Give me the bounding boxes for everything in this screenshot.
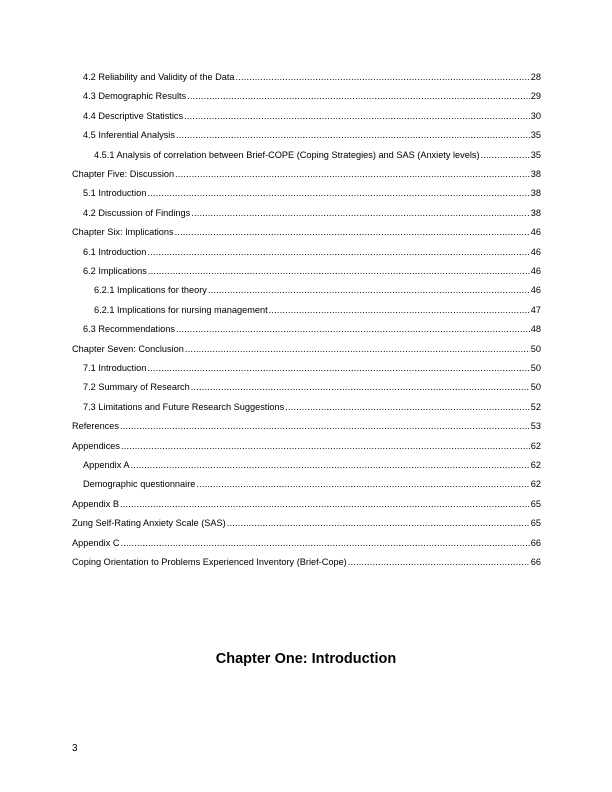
toc-leader-dots — [196, 478, 529, 490]
toc-leader-dots — [236, 71, 530, 83]
toc-entry[interactable] — [72, 496, 541, 510]
toc-entry-page: 65 — [530, 518, 541, 529]
toc-entry-title: 5.1 Introduction — [83, 188, 147, 199]
toc-entry-page: 46 — [530, 266, 541, 276]
toc-entry-page: 29 — [530, 91, 541, 102]
toc-entry[interactable] — [83, 379, 541, 393]
toc-entry-title: 4.2 Discussion of Findings — [83, 207, 191, 218]
toc-entry-page: 30 — [530, 110, 541, 121]
toc-entry-title: 7.1 Introduction — [83, 363, 147, 373]
toc-entry[interactable] — [83, 321, 541, 335]
toc-entry-page: 50 — [530, 363, 541, 373]
toc-leader-dots — [227, 517, 530, 529]
toc-leader-dots — [148, 265, 530, 277]
toc-leader-dots — [130, 459, 529, 471]
toc-entry-page: 66 — [530, 557, 541, 567]
toc-entry[interactable] — [72, 166, 541, 180]
toc-entry-page: 62 — [530, 479, 541, 490]
toc-leader-dots — [187, 90, 530, 102]
toc-entry[interactable] — [94, 147, 541, 161]
toc-entry-page: 48 — [530, 324, 541, 335]
toc-entry-page: 46 — [530, 227, 541, 238]
toc-entry[interactable] — [72, 341, 541, 355]
toc-entry-title: 4.3 Demographic Results — [83, 91, 187, 102]
toc-entry-page: 46 — [530, 285, 541, 296]
toc-entry-title: Chapter Five: Discussion — [72, 169, 175, 179]
toc-entry[interactable] — [72, 418, 541, 432]
toc-entry[interactable] — [83, 108, 541, 122]
toc-entry-page: 47 — [530, 304, 541, 315]
toc-entry-title: 6.2.1 Implications for nursing management — [94, 304, 268, 315]
toc-leader-dots — [121, 440, 530, 452]
toc-entry-page: 62 — [530, 440, 541, 451]
toc-entry[interactable] — [72, 438, 541, 452]
toc-entry-title: 6.1 Introduction — [83, 246, 147, 257]
toc-leader-dots — [175, 226, 530, 238]
toc-entry-page: 53 — [530, 421, 541, 432]
toc-leader-dots — [120, 420, 530, 432]
toc-entry-title: 4.5 Inferential Analysis — [83, 130, 175, 141]
toc-leader-dots — [120, 498, 530, 510]
toc-leader-dots — [184, 110, 530, 122]
toc-entry-title: 6.2 Implications — [83, 266, 147, 276]
toc-entry-title: 4.2 Reliability and Validity of the Data — [83, 72, 235, 82]
toc-entry-title: 7.2 Summary of Research — [83, 382, 190, 393]
toc-entry[interactable] — [83, 263, 541, 277]
page-number: 3 — [72, 743, 78, 754]
toc-entry-title: 7.3 Limitations and Future Research Suggestions — [83, 401, 285, 412]
toc-entry[interactable] — [83, 457, 541, 471]
toc-entry-page: 35 — [530, 130, 541, 141]
toc-entry-title: Chapter Six: Implications — [72, 227, 174, 238]
toc-entry-page: 28 — [530, 72, 541, 82]
toc-entry-title: Zung Self-Rating Anxiety Scale (SAS) — [72, 518, 226, 529]
toc-entry-title: Demographic questionnaire — [83, 479, 196, 490]
toc-entry-title: Chapter Seven: Conclusion — [72, 343, 184, 354]
toc-leader-dots — [147, 362, 529, 374]
toc-entry[interactable] — [83, 88, 541, 102]
toc-entry-title: 6.3 Recommendations — [83, 324, 175, 335]
toc-entry[interactable] — [83, 399, 541, 413]
toc-entry[interactable] — [94, 302, 541, 316]
toc-entry[interactable] — [72, 554, 541, 568]
toc-leader-dots — [175, 168, 530, 180]
toc-entry-page: 50 — [530, 343, 541, 354]
toc-leader-dots — [121, 537, 530, 549]
toc-entry[interactable] — [72, 224, 541, 238]
toc-leader-dots — [176, 323, 530, 335]
toc-entry-page: 38 — [530, 207, 541, 218]
toc-entry-page: 66 — [530, 537, 541, 548]
toc-entry-title: Appendix A — [83, 460, 130, 470]
toc-entry[interactable] — [94, 282, 541, 296]
toc-entry-page: 46 — [530, 246, 541, 257]
toc-entry[interactable] — [72, 515, 541, 529]
toc-entry-page: 38 — [530, 188, 541, 199]
toc-entry-title: Appendices — [72, 440, 121, 451]
toc-leader-dots — [185, 343, 530, 355]
toc-entry-title: 4.5.1 Analysis of correlation between Brief-COPE (Coping Strategies) and SAS (Anxiety levels) — [94, 149, 480, 160]
toc-leader-dots — [208, 284, 530, 296]
toc-leader-dots — [176, 129, 530, 141]
toc-entry-page: 38 — [530, 169, 541, 179]
toc-leader-dots — [147, 246, 529, 258]
toc-entry-page: 50 — [530, 382, 541, 393]
toc-entry[interactable] — [83, 205, 541, 219]
toc-entry[interactable] — [83, 476, 541, 490]
toc-leader-dots — [191, 207, 530, 219]
toc-entry-title: Appendix C — [72, 537, 120, 548]
toc-entry-page: 52 — [530, 401, 541, 412]
toc-entry[interactable] — [83, 185, 541, 199]
toc-leader-dots — [285, 401, 530, 413]
toc-entry-page: 35 — [530, 149, 541, 160]
toc-entry[interactable] — [83, 127, 541, 141]
toc-leader-dots — [481, 149, 530, 161]
toc-entry[interactable] — [83, 244, 541, 258]
toc-entry[interactable] — [83, 360, 541, 374]
chapter-heading: Chapter One: Introduction — [215, 651, 397, 667]
toc-leader-dots — [147, 187, 529, 199]
toc-entry[interactable] — [83, 69, 541, 83]
toc-leader-dots — [348, 556, 530, 568]
toc-leader-dots — [191, 381, 530, 393]
toc-entry-page: 62 — [530, 460, 541, 470]
toc-leader-dots — [269, 304, 530, 316]
toc-entry-title: References — [72, 421, 119, 432]
toc-entry-page: 65 — [530, 498, 541, 509]
toc-entry-title: 4.4 Descriptive Statistics — [83, 110, 184, 121]
toc-entry[interactable] — [72, 535, 541, 549]
toc-entry-title: 6.2.1 Implications for theory — [94, 285, 207, 296]
toc-entry-title: Appendix B — [72, 498, 119, 509]
toc-entry-title: Coping Orientation to Problems Experienced Inventory (Brief-Cope) — [72, 557, 347, 567]
